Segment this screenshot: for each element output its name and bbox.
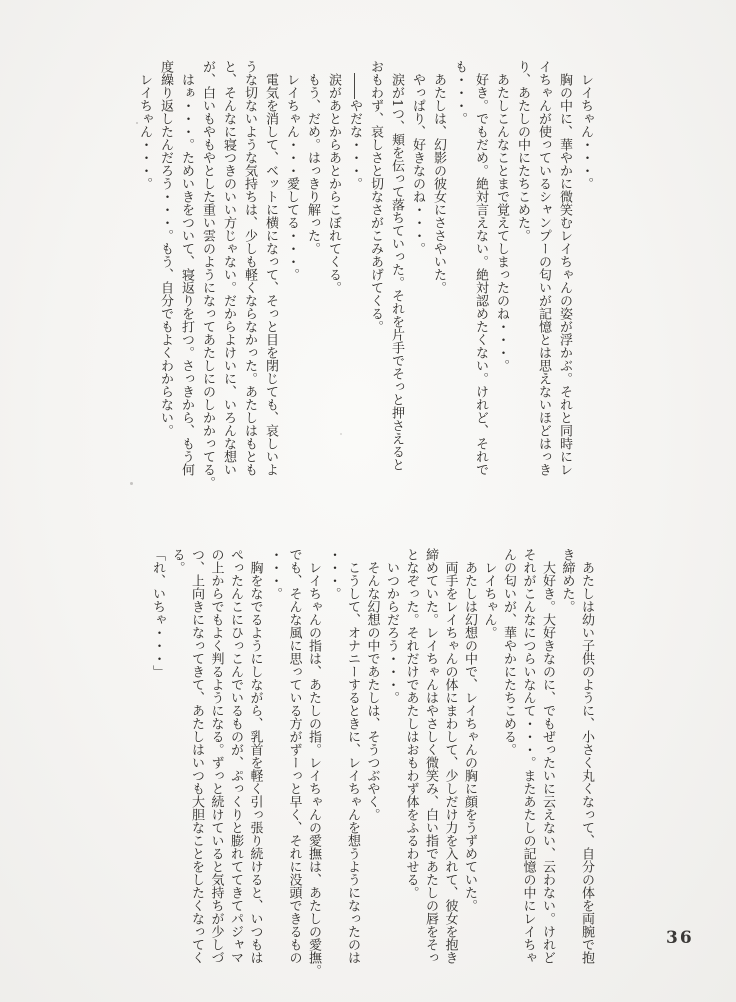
text-column-line: おもわず、哀しさと切なさがこみあげてくる。 <box>368 60 383 333</box>
text-column-line: 「れ、いちゃ・・・」 <box>150 548 165 678</box>
text-column-line: でも、そんな風に思っている方がずーっと早く、それに没頭できるもの <box>286 548 302 964</box>
text-column-line: と、そんなに寝つきのいい方じゃない。だからよけいに、いろんな想い <box>221 60 236 476</box>
upper-text-block <box>134 60 596 494</box>
text-column-line: 胸の中に、華やかに微笑むレイちゃんの姿が浮かぶ。それと同時にレ <box>557 60 572 476</box>
text-column-line: る。 <box>169 548 185 574</box>
text-column-line: こうして、オナニーするときに、レイちゃんを想うようになったのは <box>345 548 360 964</box>
text-column-line: んの匂いが、華やかにたちこめる。 <box>501 548 516 756</box>
text-column-line: も・・・。 <box>452 60 467 125</box>
text-column-line: いつからだろう・・・。 <box>384 548 399 704</box>
text-column-line: あたしは、幻影の彼女にささやいた。 <box>431 60 446 294</box>
lower-text-block <box>148 548 597 982</box>
text-column-line: が、白いもやもやとした重い雲のようになってあたしにのしかかってる。 <box>200 60 215 489</box>
text-column-line: レイちゃん。 <box>481 548 497 639</box>
text-column-line: レイちゃんの指は、あたしの指。レイちゃんの愛撫は、あたしの愛撫。 <box>306 548 321 977</box>
text-column-line: ――やだな・・・。 <box>347 60 362 190</box>
scan-speck <box>136 122 138 124</box>
text-column-line: もう、だめ。はっきり解った。 <box>305 60 320 255</box>
text-column-line: き締めた。 <box>559 548 575 613</box>
text-column-line: やっぱり、好きなのね・・・。 <box>410 60 425 255</box>
text-column-line: ・・・。 <box>267 548 282 600</box>
text-column-line: ・・・。 <box>325 548 341 600</box>
text-column-line: レイちゃん・・・。 <box>137 60 152 190</box>
text-column-line: あたしこんなことまで覚えてしまったのね・・・。 <box>494 60 509 372</box>
scan-speck <box>340 433 342 435</box>
text-column-line: 胸をなでるようにしながら、乳首を軽く引っ張り続けると、いつもは <box>247 548 263 964</box>
text-column-line: 度繰り返したんだろう・・・。もう、自分でもよくわからない。 <box>158 60 173 437</box>
text-column-line: 涙があとからあとからこぼれてくる。 <box>326 60 341 294</box>
text-column-line: 電気を消して、ベットに横になって、そっと目を閉じても、哀しいよ <box>263 60 278 476</box>
text-column-line: あたしは幻想の中で、レイちゃんの胸に顔をうずめていた。 <box>462 548 477 912</box>
text-column-line: それがこんなにつらいなんて・・・。またあたしの記憶の中にレイちゃ <box>520 548 536 964</box>
text-column-line: の上からでもよく判るようになる。ずっと続けていると気持ちが少しづ <box>208 548 224 964</box>
text-column-line: 締めていた。レイちゃんはやさしく微笑み、白い指であたしの唇をそっ <box>423 548 438 964</box>
text-column-line: となぞった。それだけであたしはおもわず体をふるわせる。 <box>403 548 419 899</box>
page-number: 36 <box>666 928 694 948</box>
text-column-line: ぺったんこにひっこんでいるものが、ぷっくりと膨れててきてパジャマ <box>228 548 243 964</box>
text-column-line: 好き。でもだめ。絶対言えない。絶対認めたくない。けれど、それで <box>473 60 488 476</box>
text-column-line: うな切ないような気持ちは、少しも軽くならなかった。あたしはもとも <box>242 60 257 476</box>
text-column-line: つ、上向きになってきて、あたしはいつも大胆なことをしたくなってく <box>189 548 204 964</box>
text-column-line: 涙が1つ、頬を伝って落ちていった。それを片手でそっと押さえると <box>389 60 404 472</box>
text-column-line: り、あたしの中にたちこめた。 <box>515 60 530 242</box>
text-column-line: 大好き。大好きなのに、でもぜったいに云えない、云わない。けれど <box>540 548 555 964</box>
text-column-line: 両手をレイちゃんの体にまわして、少しだけ力を入れて、彼女を抱き <box>442 548 458 964</box>
text-column-line: レイちゃん・・・愛してる・・・。 <box>284 60 299 281</box>
text-column-line: はぁ・・・。ためいきをついて、寝返りを打つ。さっきから、もう何 <box>179 60 194 476</box>
text-column-line: レイちゃん・・・。 <box>578 60 593 190</box>
text-column-line: あたしは幼い子供のように、小さく丸くなって、自分の体を両腕で抱 <box>579 548 594 964</box>
text-column-line: そんな幻想の中であたしは、そうつぶやく。 <box>364 548 380 821</box>
scan-speck <box>130 482 133 485</box>
text-column-line: イちゃんが使っているシャンプーの匂いが記憶とは思えないほどはっき <box>536 60 551 476</box>
